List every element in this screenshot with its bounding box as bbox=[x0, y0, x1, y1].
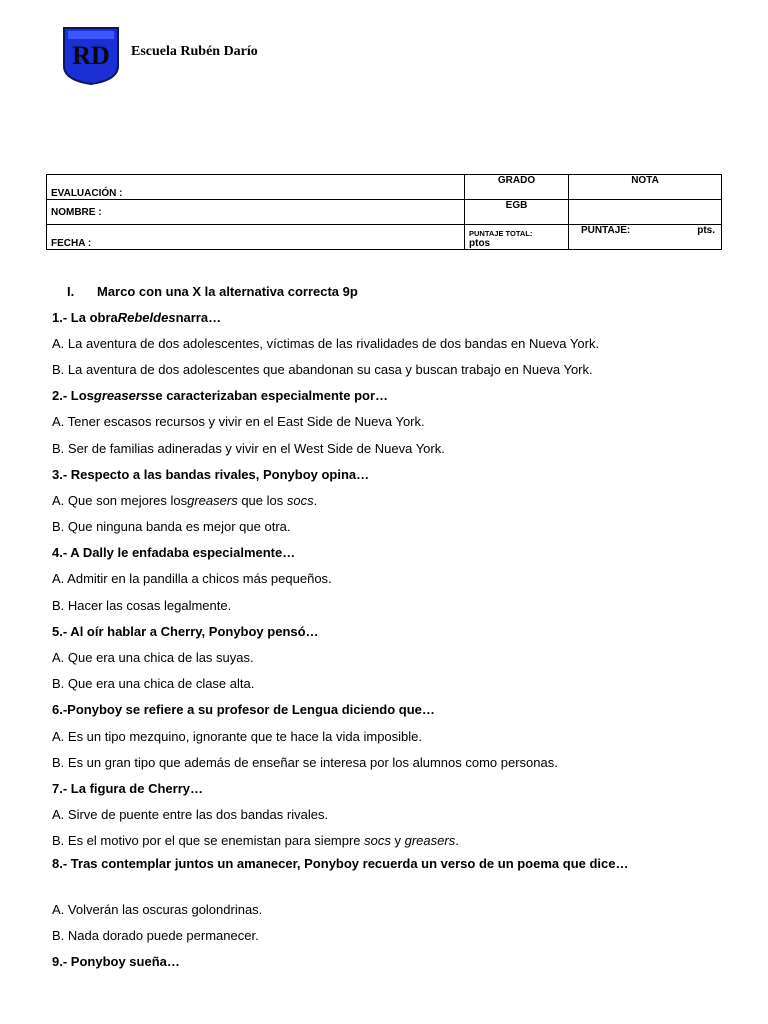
puntaje-total-cell bbox=[465, 225, 569, 250]
option-3b[interactable]: B. Que ninguna banda es mejor que otra. bbox=[52, 519, 291, 535]
option-8a[interactable]: A. Volverán las oscuras golondrinas. bbox=[52, 901, 263, 917]
nombre-cell bbox=[47, 200, 465, 225]
option-6a[interactable]: A. Es un tipo mezquino, ignorante que te hace la vida imposible. bbox=[52, 728, 423, 744]
option-8b[interactable]: B. Nada dorado puede permanecer. bbox=[52, 927, 259, 943]
option-5a[interactable]: A. Que era una chica de las suyas. bbox=[52, 650, 254, 666]
logo-lettering: RD bbox=[72, 41, 110, 70]
question-5: 5.- Al oír hablar a Cherry, Ponyboy pensó… bbox=[52, 623, 319, 639]
school-name: Escuela Rubén Darío bbox=[131, 44, 258, 59]
question-4: 4.- A Dally le enfadaba especialmente… bbox=[52, 545, 296, 561]
nota-value-cell bbox=[569, 200, 722, 225]
option-6b[interactable]: B. Es un gran tipo que además de enseñar se interesa por los alumnos como personas. bbox=[52, 754, 558, 770]
grado-label: GRADO bbox=[497, 175, 536, 186]
nota-label: NOTA bbox=[631, 175, 659, 186]
question-3: 3.- Respecto a las bandas rivales, Ponyboy opina… bbox=[52, 466, 370, 482]
question-6: 6.-Ponyboy se refiere a su profesor de Lengua diciendo que… bbox=[52, 702, 435, 718]
option-4a[interactable]: A. Admitir en la pandilla a chicos más pequeños. bbox=[52, 571, 332, 587]
evaluacion-label: EVALUACIÓN : bbox=[51, 188, 123, 199]
nota-cell bbox=[569, 175, 722, 200]
option-7b[interactable]: B. Es el motivo por el que se enemistan para siempre socs y greasers . bbox=[52, 833, 459, 849]
question-9: 9.- Ponyboy sueña… bbox=[52, 953, 180, 969]
school-logo bbox=[58, 26, 124, 86]
option-5b[interactable]: B. Que era una chica de clase alta. bbox=[52, 676, 255, 692]
puntaje-label: PUNTAJE: bbox=[581, 225, 631, 236]
option-2b[interactable]: B. Ser de familias adineradas y vivir en el West Side de Nueva York. bbox=[52, 440, 445, 456]
info-table bbox=[46, 174, 722, 250]
option-1b[interactable]: B. La aventura de dos adolescentes que abandonan su casa y buscan trabajo en Nueva York. bbox=[52, 361, 593, 377]
option-1a[interactable]: A. La aventura de dos adolescentes, víctimas de las rivalidades de dos bandas en Nueva York. bbox=[52, 335, 600, 351]
grado-cell bbox=[465, 175, 569, 200]
question-8: 8.- Tras contemplar juntos un amanecer, Ponyboy recuerda un verso de un poema que dice… bbox=[52, 855, 629, 871]
grado-value-cell bbox=[465, 200, 569, 225]
question-1: 1.- La obra Rebeldes narra… bbox=[52, 309, 222, 325]
fecha-cell bbox=[47, 225, 465, 250]
section-title bbox=[52, 278, 722, 304]
fecha-label: FECHA : bbox=[51, 238, 92, 249]
section-roman: I. bbox=[67, 283, 75, 299]
puntaje-total-unit: ptos bbox=[469, 238, 491, 249]
exam-content bbox=[52, 278, 722, 975]
grado-value: EGB bbox=[505, 200, 528, 211]
nombre-label: NOMBRE : bbox=[51, 206, 102, 218]
puntaje-unit: pts. bbox=[697, 225, 715, 236]
puntaje-cell bbox=[569, 225, 722, 250]
option-3a[interactable]: A. Que son mejores los greasers que los socs . bbox=[52, 492, 318, 508]
question-7: 7.- La figura de Cherry… bbox=[52, 780, 203, 796]
question-2: 2.- Los greasers se caracterizaban especialmente por… bbox=[52, 388, 389, 404]
option-7a[interactable]: A. Sirve de puente entre las dos bandas rivales. bbox=[52, 807, 329, 823]
section-instructions: Marco con una X la alternativa correcta 9p bbox=[97, 283, 358, 299]
option-2a[interactable]: A. Tener escasos recursos y vivir en el East Side de Nueva York. bbox=[52, 414, 425, 430]
evaluacion-cell bbox=[47, 175, 465, 200]
puntaje-total-label: PUNTAJE TOTAL: bbox=[469, 229, 533, 238]
option-4b[interactable]: B. Hacer las cosas legalmente. bbox=[52, 597, 232, 613]
